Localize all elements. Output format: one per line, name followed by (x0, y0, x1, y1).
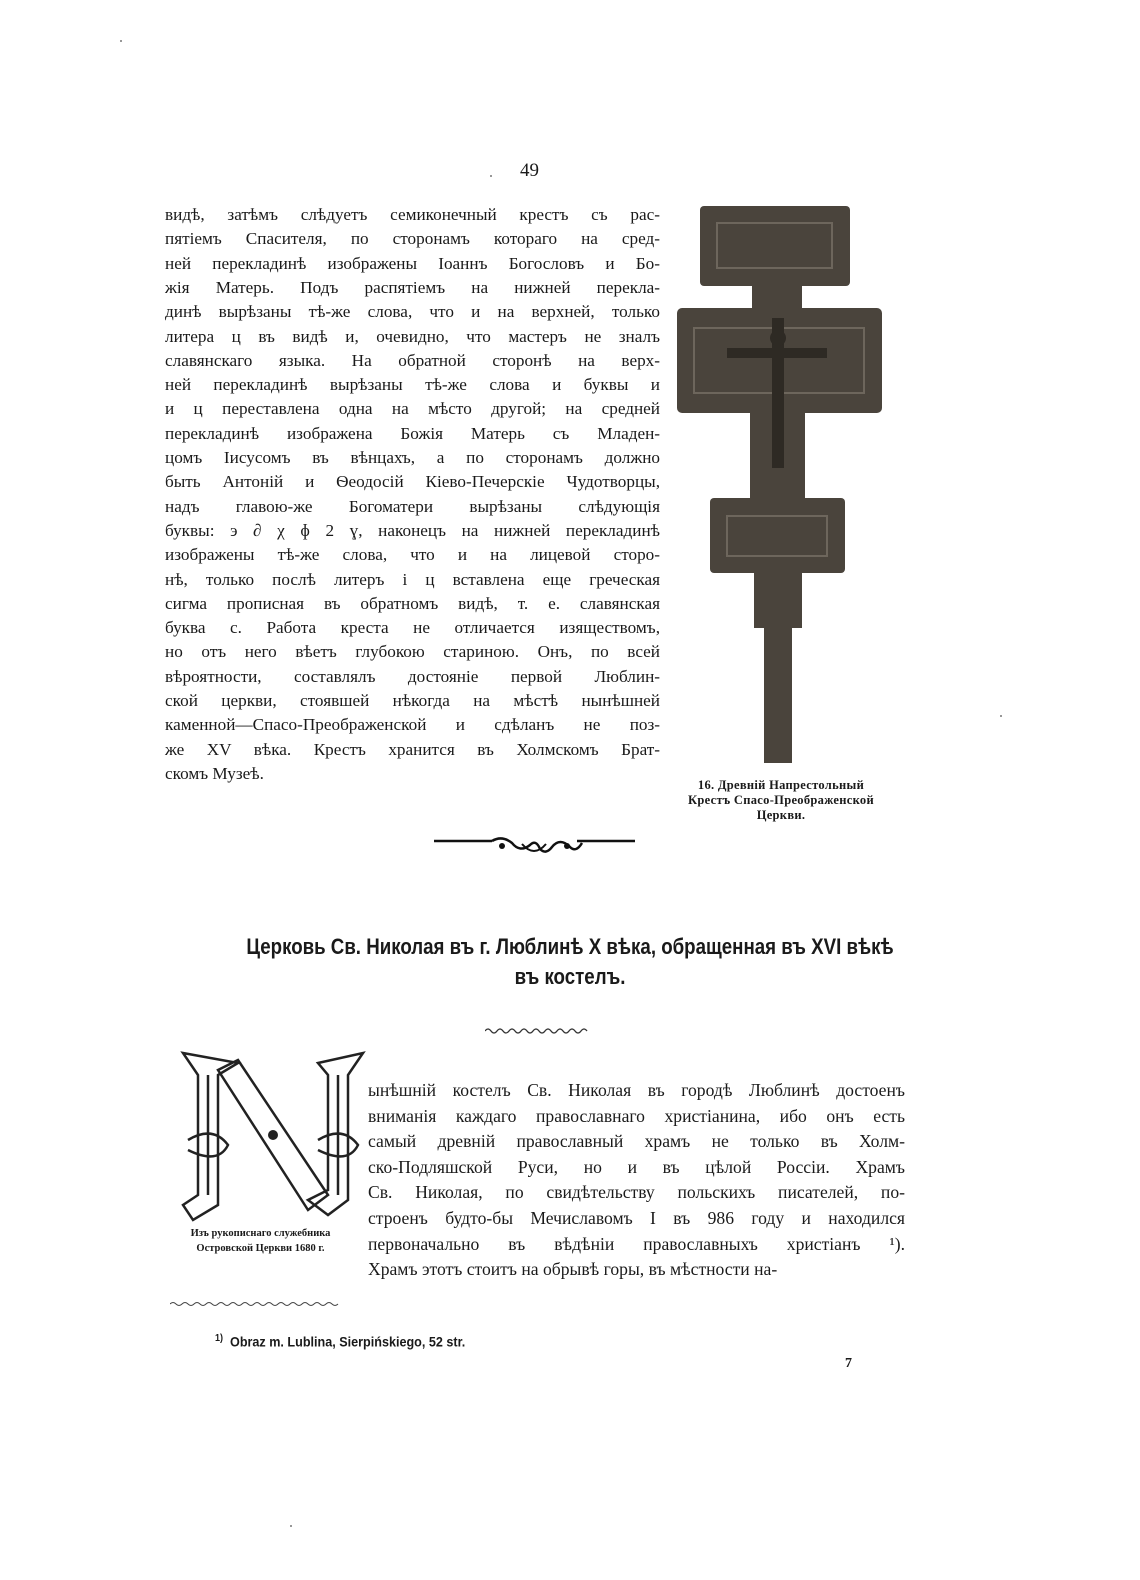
text-line: буква с. Работа креста не отличается изяществомъ, (165, 618, 660, 638)
footnote-text: Obraz m. Lublina, Sierpińskiego, 52 str. (230, 1333, 466, 1350)
signature-mark: 7 (845, 1356, 852, 1371)
page-number: 49 (520, 160, 539, 181)
text-line: ынѣшній костелъ Св. Николая въ городѣ Люблинѣ достоенъ (368, 1080, 905, 1100)
caption-line: 16. Древній Напрестольный (697, 778, 865, 792)
text-line: видѣ, затѣмъ слѣдуетъ семиконечный крестъ съ рас- (165, 205, 660, 224)
heading-line: въ костелъ. (514, 964, 626, 989)
text-line: же XV вѣка. Крестъ хранится въ Холмскомъ Брат- (165, 739, 660, 759)
decorative-initial-n (178, 1045, 368, 1225)
text-line: вниманія каждаго православнаго христіанина, ибо онъ есть (368, 1105, 905, 1126)
text-line: и ц переставлена одна на мѣсто другой; на средней (165, 399, 660, 419)
text-line: ней перекладинѣ вырѣзаны тѣ-же слова и буквы и (165, 375, 660, 395)
text-line: Храмъ этотъ стоитъ на обрывѣ горы, въ мѣстности на- (368, 1259, 778, 1280)
footnote-separator (170, 1300, 370, 1308)
text-line: жія Матерь. Подъ распятіемъ на нижней перекла- (165, 277, 660, 297)
initial-caption (163, 1226, 358, 1256)
scan-speck (290, 1525, 292, 1527)
text-line: динѣ вырѣзаны тѣ-же слова, что и на верхней, только (165, 302, 660, 322)
text-line: пятіемъ Спасителя, по сторонамъ котораго на сред- (165, 229, 660, 249)
caption-line: Церкви. (756, 808, 806, 822)
text-line: но отъ него вѣетъ глубокою стариною. Онъ, по всей (165, 642, 660, 662)
text-line: надъ главою-же Богоматери вырѣзаны слѣдующія (165, 496, 660, 516)
text-line: буквы: э ∂ χ ɸ 2 ɣ, наконецъ на нижней перекладинѣ (165, 520, 660, 540)
text-line: вѣроятности, составлялъ достояніе первой Люблин- (165, 666, 660, 686)
heading-line: Церковь Св. Николая въ г. Люблинѣ X вѣка, обращенная въ XVI вѣкѣ (246, 934, 894, 959)
caption-line: Островской Церкви 1680 г. (196, 1243, 325, 1254)
section-heading (175, 932, 966, 992)
text-line: ской церкви, стоявшей нѣкогда на мѣстѣ нынѣшней (165, 691, 660, 710)
text-line: изображены тѣ-же слова, что и на лицевой сторо- (165, 545, 660, 565)
text-line: быть Антоній и Ѳеодосій Кіево-Печерскіе Чудотворцы, (165, 472, 660, 492)
caption-line: Изъ рукописнаго служебника (190, 1228, 331, 1239)
text-line: цомъ Іисусомъ въ вѣнцахъ, а по сторонамъ должно (165, 448, 660, 467)
text-line: Св. Николая, по свидѣтельству польскихъ писателей, по- (368, 1182, 905, 1203)
text-line: строенъ будто-бы Мечиславомъ I въ 986 году и находился (368, 1208, 905, 1228)
text-line: славянскаго языка. На обратной сторонѣ на верх- (165, 350, 660, 370)
squiggle-divider (485, 1026, 590, 1036)
cross-photo (672, 198, 887, 768)
text-line: сигма прописная въ обратномъ видѣ, т. е. славянская (165, 593, 660, 613)
text-line: литера ц въ видѣ и, очевидно, что мастеръ не зналъ (165, 326, 660, 346)
text-line: самый древній православный храмъ не только въ Холм- (368, 1131, 905, 1152)
scan-speck (120, 40, 122, 42)
text-line: скомъ Музеѣ. (165, 763, 264, 783)
text-line: каменной—Спасо-Преображенской и сдѣланъ не поз- (165, 715, 660, 735)
text-line: ней перекладинѣ изображены Іоаннъ Богословъ и Бо- (165, 253, 660, 273)
scan-speck (490, 175, 492, 177)
caption-line: Крестъ Спасо-Преображенской (688, 793, 874, 807)
scan-speck (1000, 715, 1002, 717)
ornament-divider (432, 832, 637, 858)
figure-caption (655, 778, 907, 823)
text-line: нѣ, только послѣ литеръ і ц вставлена еще греческая (165, 569, 660, 589)
text-line: перекладинѣ изображена Божія Матерь съ Младен- (165, 423, 660, 443)
footnote (215, 1333, 465, 1350)
footnote-marker: 1) (215, 1333, 224, 1344)
text-line: ско-Подляшской Руси, но и въ цѣлой Россіи. Храмъ (368, 1156, 905, 1177)
text-line: первоначально въ вѣдѣніи православныхъ христіанъ ¹). (368, 1233, 905, 1254)
